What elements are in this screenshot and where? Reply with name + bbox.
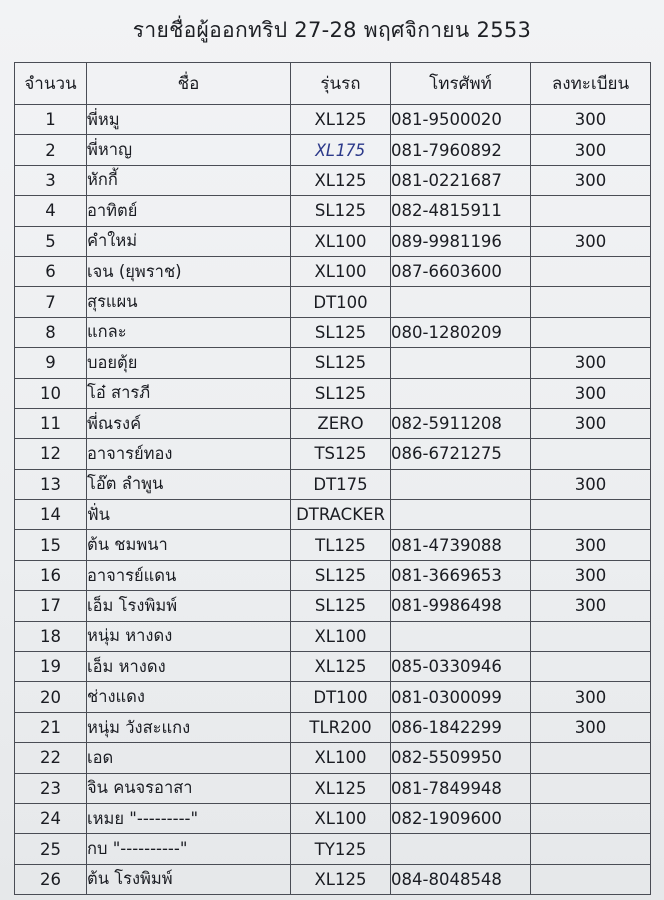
header-model: รุ่นรถ — [291, 63, 391, 105]
cell-phone — [391, 834, 531, 864]
cell-name: อาทิตย์ — [87, 196, 291, 226]
cell-registration: 300 — [531, 712, 651, 742]
cell-registration — [531, 317, 651, 347]
cell-model: XL175 — [291, 135, 391, 165]
cell-no: 14 — [15, 500, 87, 530]
cell-name: สุรแผน — [87, 287, 291, 317]
cell-no: 2 — [15, 135, 87, 165]
roster-table — [14, 62, 651, 895]
header-row — [15, 63, 651, 105]
table-row — [15, 712, 651, 742]
table-row — [15, 500, 651, 530]
cell-registration — [531, 834, 651, 864]
cell-no: 22 — [15, 743, 87, 773]
cell-no: 5 — [15, 226, 87, 256]
cell-no: 10 — [15, 378, 87, 408]
cell-model: SL125 — [291, 317, 391, 347]
cell-no: 4 — [15, 196, 87, 226]
cell-no: 9 — [15, 348, 87, 378]
cell-model: DT175 — [291, 469, 391, 499]
cell-registration — [531, 652, 651, 682]
cell-name: เหมย "---------" — [87, 803, 291, 833]
cell-registration: 300 — [531, 682, 651, 712]
cell-no: 1 — [15, 105, 87, 135]
cell-registration — [531, 621, 651, 651]
cell-model: ZERO — [291, 408, 391, 438]
cell-model: XL125 — [291, 652, 391, 682]
table-row — [15, 743, 651, 773]
cell-no: 23 — [15, 773, 87, 803]
cell-phone — [391, 469, 531, 499]
cell-phone: 089-9981196 — [391, 226, 531, 256]
cell-no: 15 — [15, 530, 87, 560]
table-row — [15, 439, 651, 469]
cell-model: XL100 — [291, 226, 391, 256]
cell-phone: 081-7849948 — [391, 773, 531, 803]
cell-model: XL100 — [291, 621, 391, 651]
cell-model: SL125 — [291, 348, 391, 378]
cell-name: โอ๋ สารภี — [87, 378, 291, 408]
table-row — [15, 317, 651, 347]
table-row — [15, 105, 651, 135]
cell-model: TS125 — [291, 439, 391, 469]
cell-no: 19 — [15, 652, 87, 682]
cell-phone: 081-9500020 — [391, 105, 531, 135]
table-row — [15, 682, 651, 712]
cell-phone: 085-0330946 — [391, 652, 531, 682]
cell-phone — [391, 287, 531, 317]
cell-name: เอด — [87, 743, 291, 773]
cell-no: 3 — [15, 165, 87, 195]
table-row — [15, 864, 651, 894]
cell-registration: 300 — [531, 560, 651, 590]
cell-model: SL125 — [291, 378, 391, 408]
cell-phone: 082-1909600 — [391, 803, 531, 833]
cell-model: DT100 — [291, 287, 391, 317]
cell-phone: 086-6721275 — [391, 439, 531, 469]
table-row — [15, 378, 651, 408]
cell-model: TL125 — [291, 530, 391, 560]
cell-phone: 086-1842299 — [391, 712, 531, 742]
cell-registration: 300 — [531, 530, 651, 560]
cell-model: SL125 — [291, 560, 391, 590]
cell-model: TLR200 — [291, 712, 391, 742]
cell-registration: 300 — [531, 135, 651, 165]
cell-registration — [531, 773, 651, 803]
cell-model: SL125 — [291, 591, 391, 621]
header-name: ชื่อ — [87, 63, 291, 105]
cell-registration: 300 — [531, 348, 651, 378]
cell-no: 26 — [15, 864, 87, 894]
cell-phone — [391, 348, 531, 378]
cell-registration: 300 — [531, 591, 651, 621]
cell-phone: 082-5911208 — [391, 408, 531, 438]
cell-phone — [391, 378, 531, 408]
cell-registration — [531, 196, 651, 226]
table-row — [15, 287, 651, 317]
cell-no: 18 — [15, 621, 87, 651]
cell-model: XL125 — [291, 864, 391, 894]
cell-registration: 300 — [531, 408, 651, 438]
cell-name: เอ็ม หางดง — [87, 652, 291, 682]
cell-phone: 081-3669653 — [391, 560, 531, 590]
table-row — [15, 348, 651, 378]
table-row — [15, 803, 651, 833]
cell-phone: 080-1280209 — [391, 317, 531, 347]
cell-phone: 081-4739088 — [391, 530, 531, 560]
cell-registration — [531, 803, 651, 833]
cell-model: TY125 — [291, 834, 391, 864]
cell-no: 17 — [15, 591, 87, 621]
cell-no: 16 — [15, 560, 87, 590]
header-phone: โทรศัพท์ — [391, 63, 531, 105]
cell-registration — [531, 439, 651, 469]
cell-name: หนุ่ม วังสะแกง — [87, 712, 291, 742]
cell-model: XL100 — [291, 743, 391, 773]
cell-no: 21 — [15, 712, 87, 742]
cell-name: พี่หาญ — [87, 135, 291, 165]
cell-name: ต้น ชมพนา — [87, 530, 291, 560]
cell-name: อาจารย์แดน — [87, 560, 291, 590]
cell-phone: 082-4815911 — [391, 196, 531, 226]
cell-name: หักกี้ — [87, 165, 291, 195]
cell-name: แกละ — [87, 317, 291, 347]
cell-no: 8 — [15, 317, 87, 347]
cell-no: 13 — [15, 469, 87, 499]
header-registration: ลงทะเบียน — [531, 63, 651, 105]
cell-no: 12 — [15, 439, 87, 469]
cell-registration: 300 — [531, 226, 651, 256]
cell-phone — [391, 500, 531, 530]
cell-name: คำใหม่ — [87, 226, 291, 256]
table-row — [15, 196, 651, 226]
cell-name: กบ "----------" — [87, 834, 291, 864]
table-row — [15, 408, 651, 438]
cell-model: XL100 — [291, 256, 391, 286]
table-row — [15, 560, 651, 590]
cell-name: พี่ณรงค์ — [87, 408, 291, 438]
cell-no: 11 — [15, 408, 87, 438]
header-no: จำนวน — [15, 63, 87, 105]
cell-no: 7 — [15, 287, 87, 317]
cell-phone: 081-9986498 — [391, 591, 531, 621]
cell-name: ฟั่น — [87, 500, 291, 530]
cell-registration: 300 — [531, 378, 651, 408]
cell-model: XL125 — [291, 105, 391, 135]
table-row — [15, 621, 651, 651]
cell-model: DT100 — [291, 682, 391, 712]
table-row — [15, 834, 651, 864]
table-row — [15, 652, 651, 682]
cell-phone: 081-0221687 — [391, 165, 531, 195]
cell-model: XL100 — [291, 803, 391, 833]
cell-name: พี่หมู — [87, 105, 291, 135]
cell-phone: 081-7960892 — [391, 135, 531, 165]
cell-registration — [531, 864, 651, 894]
cell-model: XL125 — [291, 773, 391, 803]
cell-name: เจน (ยุพราช) — [87, 256, 291, 286]
cell-registration: 300 — [531, 469, 651, 499]
cell-model: SL125 — [291, 196, 391, 226]
cell-registration — [531, 500, 651, 530]
cell-no: 20 — [15, 682, 87, 712]
table-row — [15, 256, 651, 286]
cell-no: 24 — [15, 803, 87, 833]
cell-model: XL125 — [291, 165, 391, 195]
cell-name: เอ็ม โรงพิมพ์ — [87, 591, 291, 621]
table-row — [15, 469, 651, 499]
table-row — [15, 591, 651, 621]
cell-registration — [531, 256, 651, 286]
cell-name: หนุ่ม หางดง — [87, 621, 291, 651]
table-row — [15, 530, 651, 560]
cell-phone: 084-8048548 — [391, 864, 531, 894]
table-row — [15, 226, 651, 256]
cell-registration: 300 — [531, 105, 651, 135]
cell-registration — [531, 287, 651, 317]
cell-no: 25 — [15, 834, 87, 864]
cell-name: บอยตุ้ย — [87, 348, 291, 378]
cell-name: จิน คนจรอาสา — [87, 773, 291, 803]
cell-phone: 087-6603600 — [391, 256, 531, 286]
table-row — [15, 165, 651, 195]
cell-registration: 300 — [531, 165, 651, 195]
cell-phone — [391, 621, 531, 651]
table-row — [15, 773, 651, 803]
cell-phone: 082-5509950 — [391, 743, 531, 773]
cell-name: อาจารย์ทอง — [87, 439, 291, 469]
table-row — [15, 135, 651, 165]
cell-model: DTRACKER — [291, 500, 391, 530]
cell-name: ช่างแดง — [87, 682, 291, 712]
cell-no: 6 — [15, 256, 87, 286]
cell-registration — [531, 743, 651, 773]
cell-phone: 081-0300099 — [391, 682, 531, 712]
page-title: รายชื่อผู้ออกทริป 27-28 พฤศจิกายน 2553 — [132, 18, 532, 42]
cell-name: ต้น โรงพิมพ์ — [87, 864, 291, 894]
cell-name: โอ๊ต ลำพูน — [87, 469, 291, 499]
